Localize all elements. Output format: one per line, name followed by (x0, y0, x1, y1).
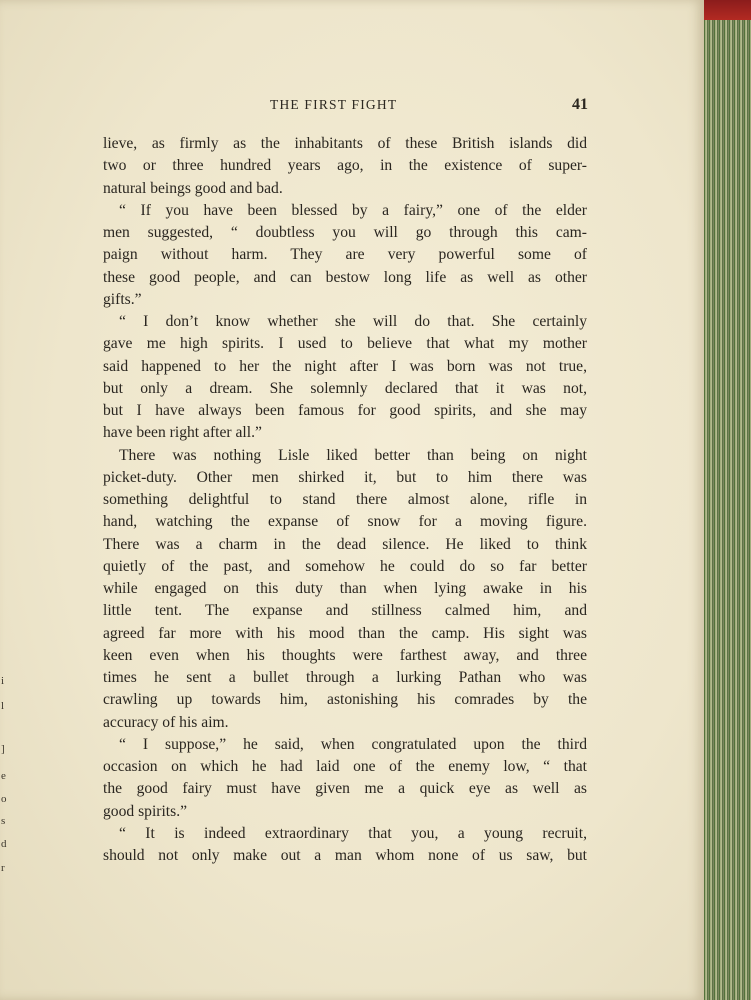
text-line: There was nothing Lisle liked better than being on night (119, 446, 587, 464)
margin-fragment: i (1, 675, 5, 687)
text-line: men suggested, “ doubtless you will go through this cam- (103, 224, 587, 241)
margin-fragment: d (1, 838, 7, 850)
text-line: the good fairy must have given me a quick eye as well as (103, 780, 587, 798)
text-line: “ It is indeed extraordinary that you, a young recruit, (119, 824, 587, 842)
text-line: There was a charm in the dead silence. He liked to think (103, 535, 587, 553)
text-line: keen even when his thoughts were farthest away, and three (103, 646, 587, 664)
text-line: but only a dream. She solemnly declared that it was not, (103, 379, 587, 397)
page-edge-stack (704, 0, 751, 1000)
text-line: little tent. The expanse and stillness calmed him, and (103, 602, 587, 620)
text-line: these good people, and can bestow long life as well as other (103, 268, 587, 286)
margin-fragment: s (1, 815, 6, 827)
text-line: something delightful to stand there almost alone, rifle in (103, 491, 587, 508)
margin-fragment: ] (1, 743, 5, 755)
text-line: lieve, as firmly as the inhabitants of these British islands did (103, 135, 587, 152)
margin-fragment: o (1, 793, 7, 805)
text-line: crawling up towards him, astonishing his comrades by the (103, 691, 587, 709)
page-number: 41 (572, 96, 588, 113)
margin-fragment: r (1, 862, 5, 874)
facing-page-fragments (0, 655, 14, 885)
text-line: but I have always been famous for good spirits, and she may (103, 402, 587, 419)
body-text (103, 133, 587, 867)
text-line: paign without harm. They are very powerful some of (103, 246, 587, 264)
text-line: picket-duty. Other men shirked it, but to him there was (103, 468, 587, 486)
text-line: agreed far more with his mood than the camp. His sight was (103, 624, 587, 642)
text-line: gifts.” (103, 290, 142, 308)
text-line: have been right after all.” (103, 424, 262, 442)
text-line: should not only make out a man whom none of us saw, but (103, 847, 587, 864)
text-line: two or three hundred years ago, in the existence of super- (103, 157, 587, 175)
text-line: quietly of the past, and somehow he could do so far better (103, 557, 587, 575)
text-line: occasion on which he had laid one of the enemy low, “ that (103, 758, 587, 775)
text-line: while engaged on this duty than when lying awake in his (103, 580, 587, 597)
text-line: “ If you have been blessed by a fairy,” one of the elder (119, 201, 587, 219)
text-line: times he sent a bullet through a lurking Pathan who was (103, 669, 587, 686)
text-line: hand, watching the expanse of snow for a moving figure. (103, 513, 587, 531)
text-line: “ I suppose,” he said, when congratulated upon the third (119, 735, 587, 753)
margin-fragment: e (1, 770, 6, 782)
page-header (102, 97, 588, 119)
text-line: said happened to her the night after I was born was not true, (103, 357, 587, 375)
text-line: “ I don’t know whether she will do that. She certainly (119, 313, 587, 330)
text-line: gave me high spirits. I used to believe that what my mother (103, 335, 587, 353)
margin-fragment: l (1, 700, 5, 712)
text-line: natural beings good and bad. (103, 179, 283, 197)
text-line: accuracy of his aim. (103, 713, 229, 731)
running-title: THE FIRST FIGHT (270, 97, 398, 112)
text-line: good spirits.” (103, 802, 188, 820)
